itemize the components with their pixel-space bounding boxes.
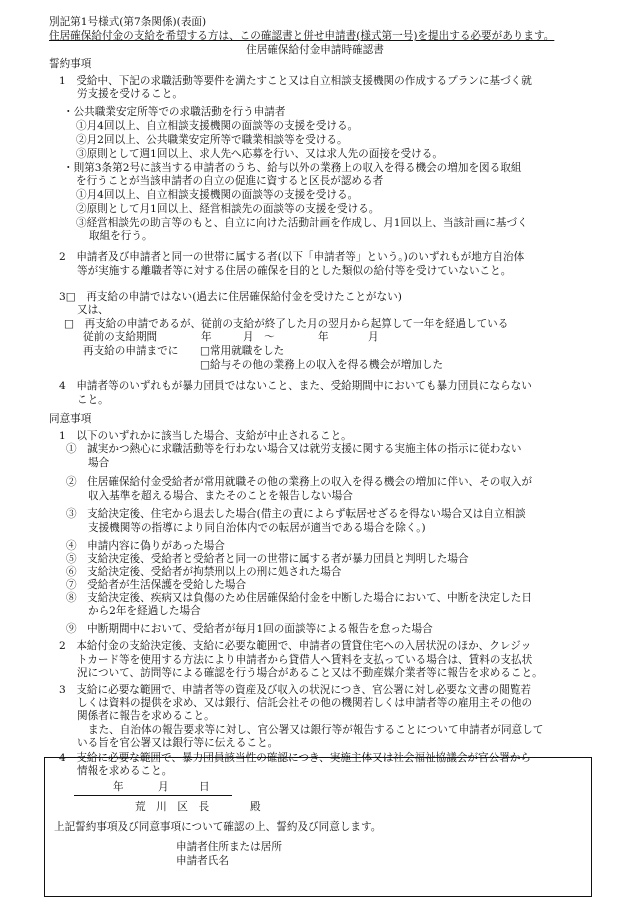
addressee-honorific: 殿 <box>250 801 261 813</box>
pledge-item2-line1: 2 申請者及び申請者と同一の世帯に属する者(以下「申請者等」という。)のいずれもが地方自治体 <box>59 251 525 263</box>
pledge-item3-line1[interactable]: 3□ 再支給の申請ではない(過去に住居確保給付金を受けたことがない) <box>59 291 402 303</box>
consent-c8-line1: ⑧ 支給決定後、疾病又は負傷のため住居確保給付金を中断した場合において、中断を決定した日 <box>66 592 532 604</box>
pledge-bullet-business-line2: を行うことが当該申請者の自立の促進に資すると区長が認める者 <box>76 175 384 187</box>
consent-c4: ④ 申請内容に偽りがあった場合 <box>66 540 225 552</box>
consent-c1-line1: ① 誠実かつ熱心に求職活動等を行わない場合又は就労支援に関する実施主体の指示に従わない <box>66 443 522 455</box>
pledge-item1-line2: 労支援を受けること。 <box>77 88 183 100</box>
consent-heading: 同意事項 <box>49 413 92 425</box>
consent-c7: ⑦ 受給者が生活保護を受給した場合 <box>66 579 247 591</box>
pledge-item3-or: 又は、 <box>77 304 109 316</box>
date-day-label: 日 <box>199 781 210 793</box>
pledge-heading: 誓約事項 <box>49 58 92 70</box>
addressee: 荒 川 区 長 <box>135 801 210 813</box>
consent-p4-line2: 情報を求めること。 <box>77 765 173 777</box>
consent-c3-line2: 支援機関等の指導により同自治体内での転居が適当である場合を除く。) <box>88 522 426 534</box>
pledge-bullet-business-line1: ・則第3条第2号に該当する申請者のうち、給与以外の業務上の収入を得る機会の増加を図る取組 <box>63 162 522 174</box>
pledge-bullet1-sub1: ①月4回以上、自立相談支援機関の面談等の支援を受ける。 <box>76 120 359 132</box>
consent-c1-line2: 場合 <box>88 457 110 469</box>
date-year-label: 年 <box>113 781 124 793</box>
pledge-bullet2-sub3-line1: ③経営相談先の助言等のもと、自立に向けた活動計画を作成し、月1回以上、当該計画に基づく <box>76 217 528 229</box>
applicant-name-label: 申請者氏名 <box>176 855 229 867</box>
pledge-bullet2-sub3-line2: 取組を行う。 <box>89 230 153 242</box>
pledge-bullet2-sub1: ①月4回以上、自立相談支援機関の面談等の支援を受ける。 <box>76 189 359 201</box>
consent-c8-line2: から2年を経過した場合 <box>88 605 201 617</box>
pledge-bullet1-sub2: ②月2回以上、公共職業安定所等で職業相談等を受ける。 <box>76 134 348 146</box>
pledge-item2-line2: 等が実施する離職者等に対する住居の確保を目的とした類似の給付等を受けていないこと。 <box>77 265 512 277</box>
consent-p2-line1: 2 本給付金の支給決定後、支給に必要な範囲で、申請者の賃貸住宅への入居状況のほか、クレジッ <box>59 640 532 652</box>
pledge-item4-line1: 4 申請者等のいずれもが暴力団員ではないこと、また、受給期間中においても暴力団員にならない <box>59 380 532 392</box>
pledge-item3-line2[interactable]: □ 再支給の申請であるが、従前の支給が終了した月の翌月から起算して一年を経過している <box>64 318 509 330</box>
pledge-bullet2-sub2: ②原則として月1回以上、経営相談先の面談等の支援を受ける。 <box>76 203 380 215</box>
consent-p4-line1: 4 支給に必要な範囲で、暴力団員該当性の確認につき、実施主体又は社会福祉協議会が官公署から <box>59 752 532 764</box>
consent-p3-line1: 3 支給に必要な範囲で、申請者等の資産及び収入の状況につき、官公署に対し必要な文書の閲覧若 <box>59 684 532 696</box>
consent-c2-line2: 収入基準を超える場合、またそのことを報告しない場合 <box>88 490 353 502</box>
consent-c9: ⑨ 中断期間中において、受給者が毎月1回の面談等による報告を怠った場合 <box>66 623 433 635</box>
consent-p3-line4: また、自治体の報告要求等に対し、官公署又は銀行等が報告することについて申請者が同意して <box>88 724 544 736</box>
consent-p2-line2: トカード等を使用する方法により申請者から貸借人へ賃料を支払っている場合は、賃料の支払状 <box>77 654 533 666</box>
previous-period-month-start: 月 ～ <box>243 331 275 343</box>
applicant-address-label: 申請者住所または居所 <box>176 841 282 853</box>
consent-c5: ⑤ 支給決定後、受給者と受給者と同一の世帯に属する者が暴力団員と判明した場合 <box>66 553 469 565</box>
form-id: 別記第1号様式(第7条関係)(表面) <box>49 16 207 28</box>
date-month-label: 月 <box>158 781 169 793</box>
consent-p3-line2: しくは資料の提供を求め、又は銀行、信託会社その他の機関若しくは申請者等の雇用主その他の <box>77 697 533 709</box>
previous-period-year-end: 年 <box>318 331 329 343</box>
previous-period-year: 年 <box>201 331 212 343</box>
date-underline <box>74 795 232 796</box>
consent-intro: 1 以下のいずれかに該当した場合、支給が中止されること。 <box>59 430 352 442</box>
checkbox-income-increase[interactable]: □給与その他の業務上の収入を得る機会が増加した <box>200 359 444 371</box>
pledge-bullet1-sub3: ③原則として週1回以上、求人先へ応募を行い、又は求人先の面接を受ける。 <box>76 148 443 160</box>
previous-period-label: 従前の支給期間 <box>83 331 158 343</box>
confirmation-statement: 上記誓約事項及び同意事項について確認の上、誓約及び同意します。 <box>54 821 382 833</box>
checkbox-regular-employment[interactable]: □常用就職をした <box>200 345 285 357</box>
pledge-bullet-job-seeker: ・公共職業安定所等での求職活動を行う申請者 <box>63 106 286 118</box>
pledge-item1-line1: 1 受給中、下記の求職活動等要件を満たすこと又は自立相談支援機関の作成するプランに基づく就 <box>59 75 532 87</box>
submission-notice: 住居確保給付金の支給を希望する方は、この確認書と併せ申請書(様式第一号)を提出する必要があります。 <box>49 30 555 42</box>
consent-p3-line3: 関係者に報告を求めること。 <box>77 710 215 722</box>
previous-period-month-end: 月 <box>368 331 379 343</box>
consent-p2-line3: 況について、訪問等による確認を行う場合があること又は不動産媒介業者等に報告を求めること。 <box>77 667 543 679</box>
page-title: 住居確保給付金申請時確認書 <box>246 44 384 56</box>
pledge-item4-line2: こと。 <box>77 394 109 406</box>
consent-c6: ⑥ 支給決定後、受給者が拘禁刑以上の刑に処された場合 <box>66 566 342 578</box>
consent-p3-line5: いる旨を官公署又は銀行等に伝えること。 <box>77 737 279 749</box>
consent-c3-line1: ③ 支給決定後、住宅から退去した場合(借主の責によらず転居せざるを得ない場合又は自立相談 <box>66 508 526 520</box>
consent-c2-line1: ② 住居確保給付金受給者が常用就職その他の業務上の収入を得る機会の増加に伴い、その収入が <box>66 476 533 488</box>
until-reapplication-label: 再支給の申請までに <box>83 345 179 357</box>
